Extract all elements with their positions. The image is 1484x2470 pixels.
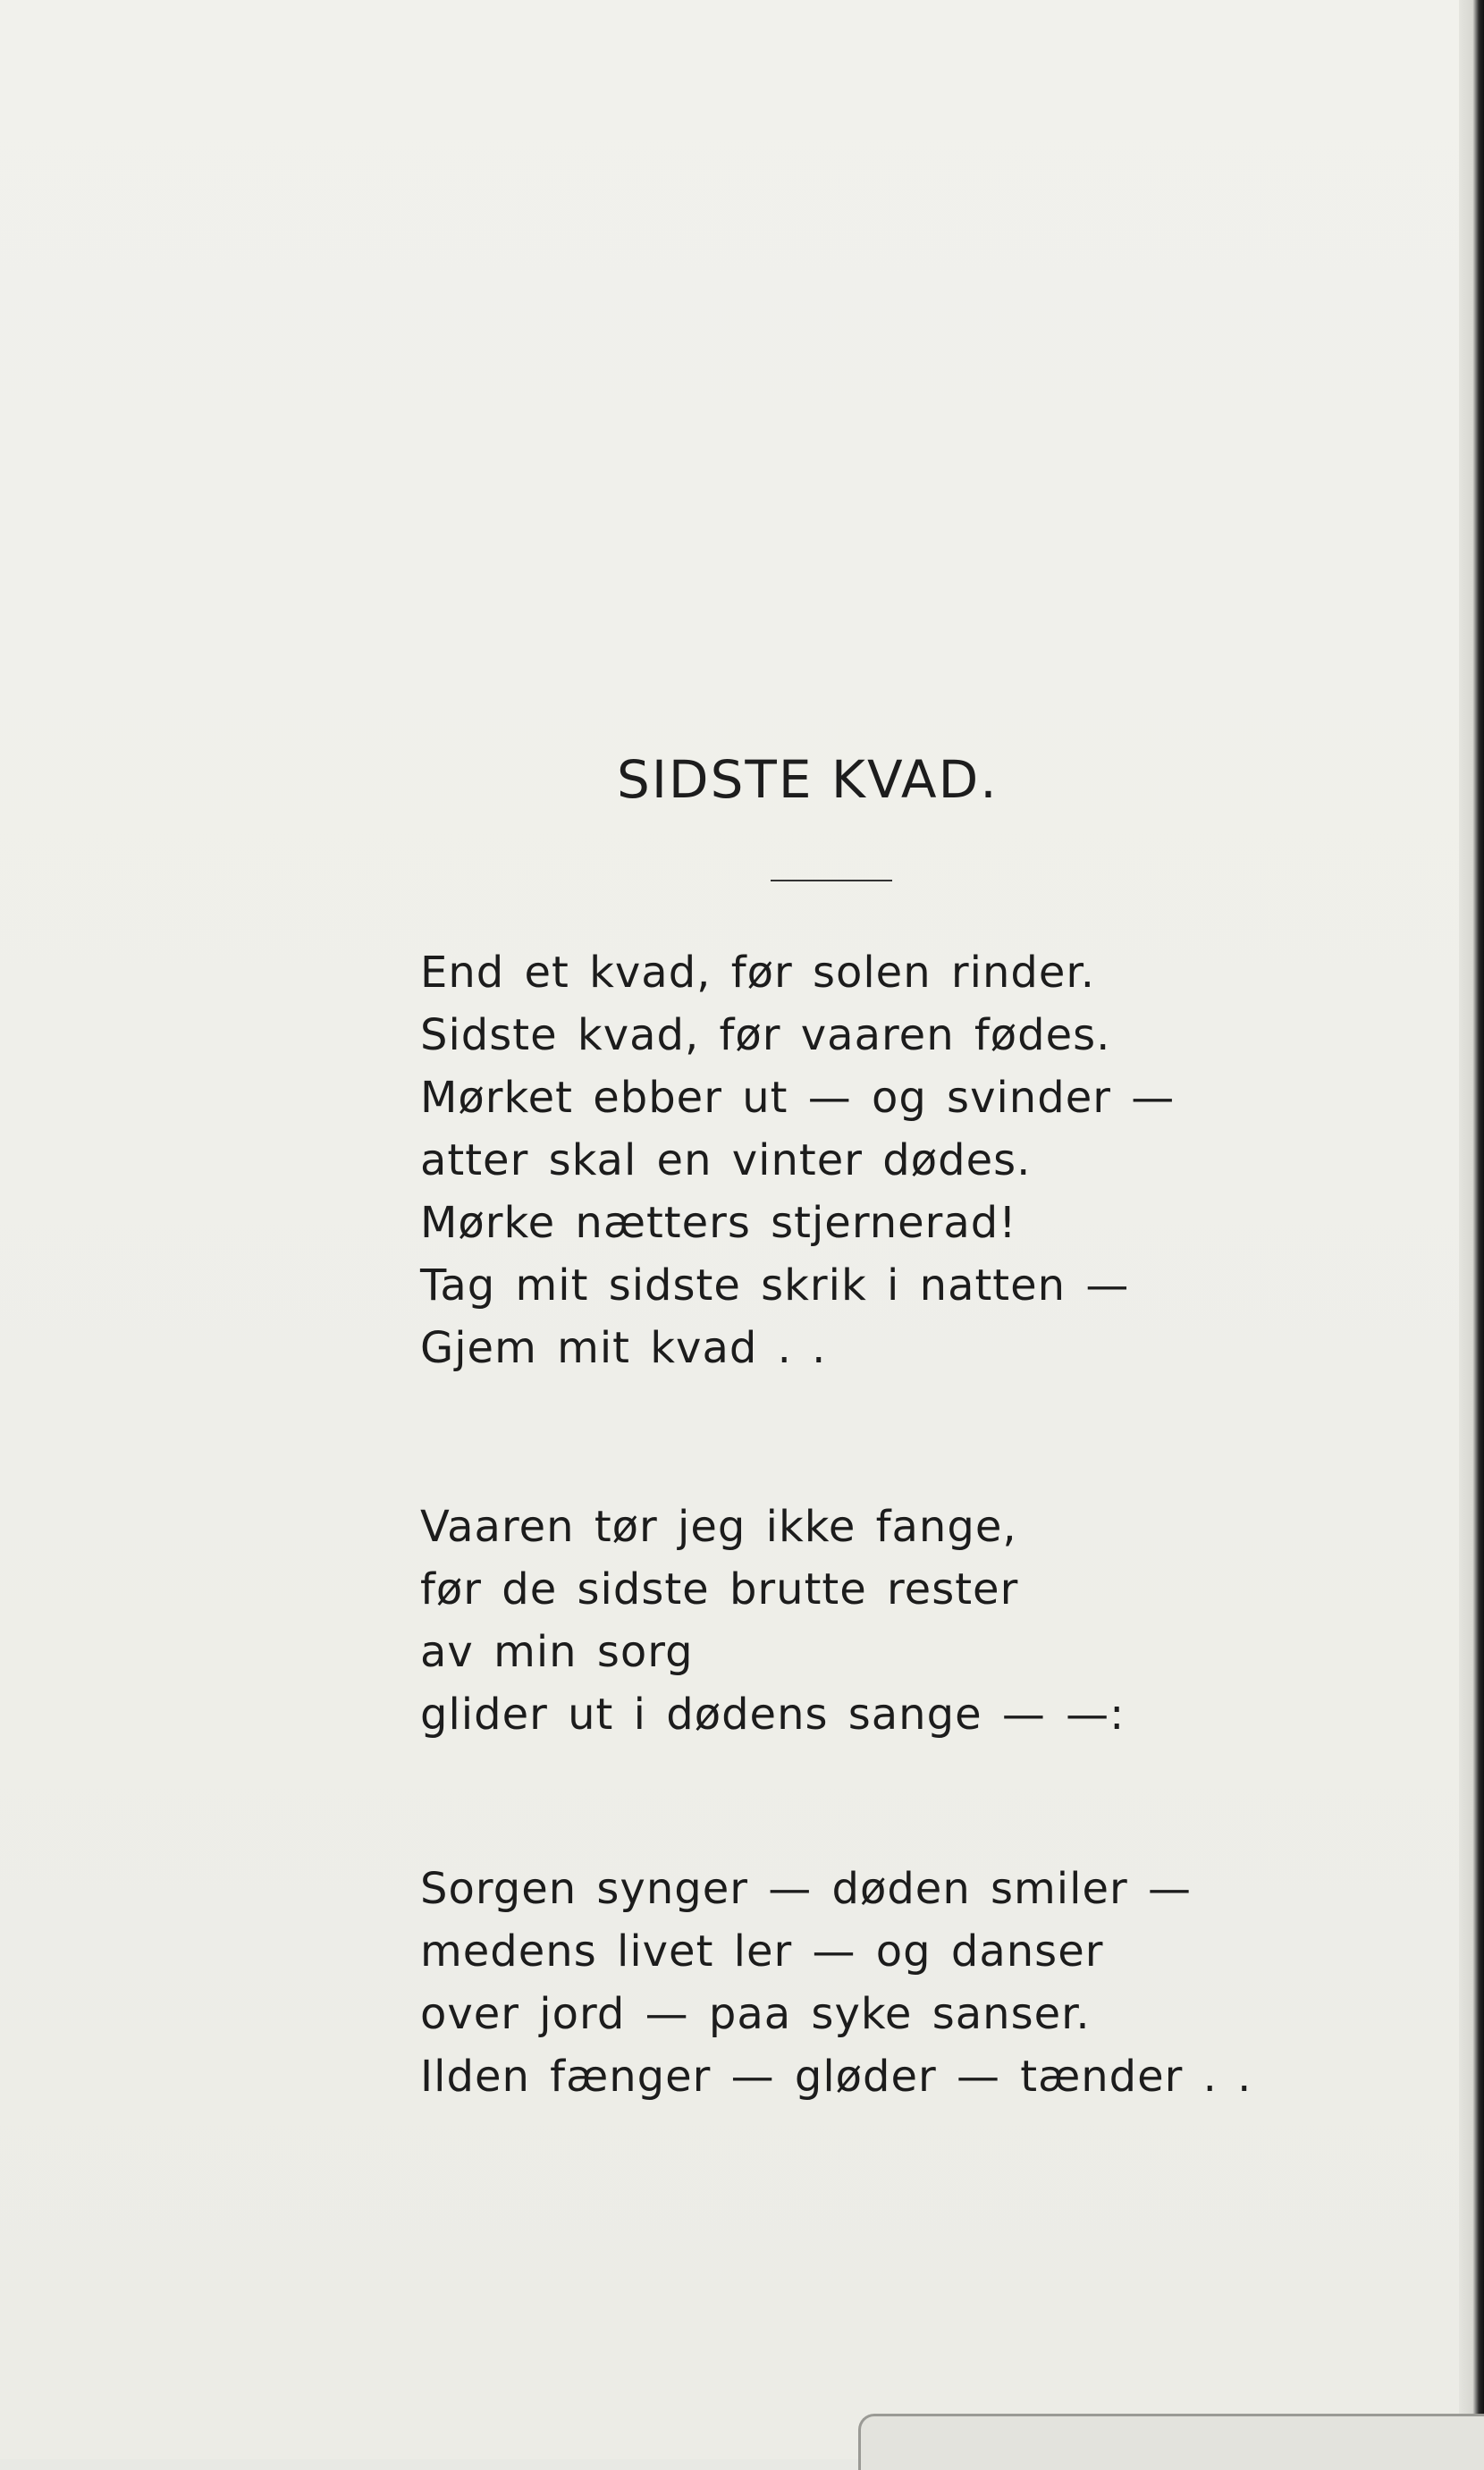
- page-edge: [1459, 0, 1484, 2459]
- poem-line: glider ut i dødens sange — —:: [420, 1690, 1126, 1740]
- page-fold: [858, 2414, 1484, 2470]
- poem-line: atter skal en vinter dødes.: [420, 1135, 1032, 1185]
- poem-line: Tag mit sidste skrik i natten —: [420, 1260, 1130, 1311]
- poem-line: End et kvad, før solen rinder.: [420, 948, 1095, 998]
- poem-title: SIDSTE KVAD.: [617, 749, 999, 810]
- stanza-1: [420, 941, 1314, 1379]
- poem-line: av min sorg: [420, 1627, 694, 1677]
- poem-line: Ilden fænger — gløder — tænder . .: [420, 2052, 1252, 2102]
- poem-line: Sorgen synger — døden smiler —: [420, 1864, 1192, 1914]
- stanza-3: [420, 1858, 1314, 2108]
- poem-line: medens livet ler — og danser: [420, 1926, 1104, 1977]
- poem-line: Gjem mit kvad . .: [420, 1323, 827, 1373]
- poem-line: Mørke nætters stjernerad!: [420, 1198, 1017, 1248]
- poem-line: før de sidste brutte rester: [420, 1564, 1019, 1614]
- poem-line: Mørket ebber ut — og svinder —: [420, 1073, 1176, 1123]
- title-divider: [771, 880, 892, 881]
- stanza-2: [420, 1496, 1314, 1746]
- poem-line: Vaaren tør jeg ikke fange,: [420, 1502, 1017, 1552]
- poem-line: Sidste kvad, før vaaren fødes.: [420, 1010, 1111, 1060]
- poem-line: over jord — paa syke sanser.: [420, 1989, 1091, 2039]
